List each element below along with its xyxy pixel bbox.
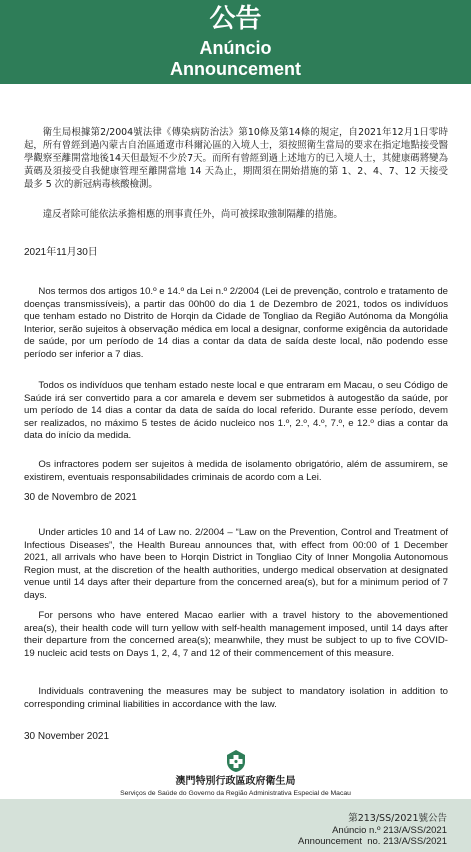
title-english: Announcement	[169, 59, 301, 79]
announcement-header	[0, 0, 471, 84]
chinese-paragraph-1: 衛生局根據第2/2004號法律《傳染病防治法》第10條及第14條的規定，自2021年12月1日零時起，所有曾經到過內蒙古自治區通遼市科爾沁區的入境人士，須按照衛生當局的要求在指定地點接受醫學觀察至離開當地後14天但最短不少於7天。而所有曾經到過上述地方的已入境人士，其健康碼將變為黃碼及須接受自我健康管理至離開當地 14 天為止，期間須在開始措施的第 1、2、4、7、12 天接受最多 5 次的新冠病毒核酸檢測。	[24, 127, 448, 190]
health-bureau-logo-icon	[225, 749, 247, 773]
reference-number-portuguese: Anúncio n.º 213/A/SS/2021	[332, 825, 447, 836]
english-paragraph-3: Individuals contravening the measures may be subject to mandatory isolation in addition to corresponding criminal liabilities in accordance with the law.	[24, 686, 448, 710]
title-portuguese: Anúncio	[199, 38, 272, 58]
portuguese-paragraph-1: Nos termos dos artigos 10.º e 14.º da Lei n.º 2/2004 (Lei de prevenção, controlo e tratamento de doenças transmissíveis), a partir das 00h00 do dia 1 de Dezembro de 2021, todos os indivíduos que tenham estado no Distrito de Horqin da Cidade de Tongliao da Região Autónoma da Mongólia Interior, serão sujeitos à observação médica em local a designar, conforme exigência da autoridade de saúde, por um período de 14 dias a contar da data de saída deste local, não podendo esse período ser inferior a 7 dias.	[24, 286, 448, 360]
title-chinese: 公告	[209, 4, 262, 34]
english-date: 30 November 2021	[24, 731, 110, 742]
chinese-date: 2021年11月30日	[24, 247, 98, 258]
english-paragraph-2: For persons who have entered Macao earlier with a travel history to the abovementioned area(s), their health code will turn yellow with self-health management imposed, until 14 days after their departure from the concerned area(s); meanwhile, they must be subject to up to five COVID-19 nucleic acid tests on Days 1, 2, 4, 7 and 12 of their commencement of this measure.	[24, 610, 448, 659]
organization-name-chinese: 澳門特別行政區政府衛生局	[175, 776, 296, 787]
reference-number-chinese: 第213/SS/2021號公告	[348, 813, 447, 824]
english-paragraph-1: Under articles 10 and 14 of Law no. 2/2004 – “Law on the Prevention, Control and Treatment of Infectious Diseases”, the Health Bureau announces that, with effect from 00:00 of 1 December 2021, all arrivals who have been to Horqin District in Tongliao City of Inner Mongolia Autonomous Region must, at the discretion of the health authorities, undergo medical observation at designated venue until 14 days after their departure from the concerned area(s), but for a minimum period of 7 days.	[24, 527, 448, 601]
portuguese-paragraph-3: Os infractores podem ser sujeitos à medida de isolamento obrigatório, além de assumirem, se existirem, eventuais responsabilidades criminais de acordo com a Lei.	[24, 459, 448, 483]
chinese-paragraph-2: 違反者除可能依法承擔相應的刑事責任外，尚可被採取強制隔離的措施。	[42, 209, 343, 220]
portuguese-paragraph-2: Todos os indivíduos que tenham estado neste local e que entraram em Macau, o seu Código de Saúde irá ser convertido para a cor amarela e devem ser submetidos à autogestão da saúde, por um período de 14 dias a contar da data de saída do local referido. Durante esse período, devem ser realizados, no máximo 5 testes de ácido nucleico nos 1.º, 2.º, 4.º, 7.º, e 12.º dias a contar da data do início da medida.	[24, 380, 448, 442]
portuguese-date: 30 de Novembro de 2021	[24, 492, 137, 503]
reference-footer	[0, 799, 471, 852]
reference-number-english: Announcement no. 213/A/SS/2021	[298, 836, 447, 847]
organization-name-portuguese: Serviços de Saúde do Governo da Região Administrativa Especial de Macau	[120, 790, 351, 797]
